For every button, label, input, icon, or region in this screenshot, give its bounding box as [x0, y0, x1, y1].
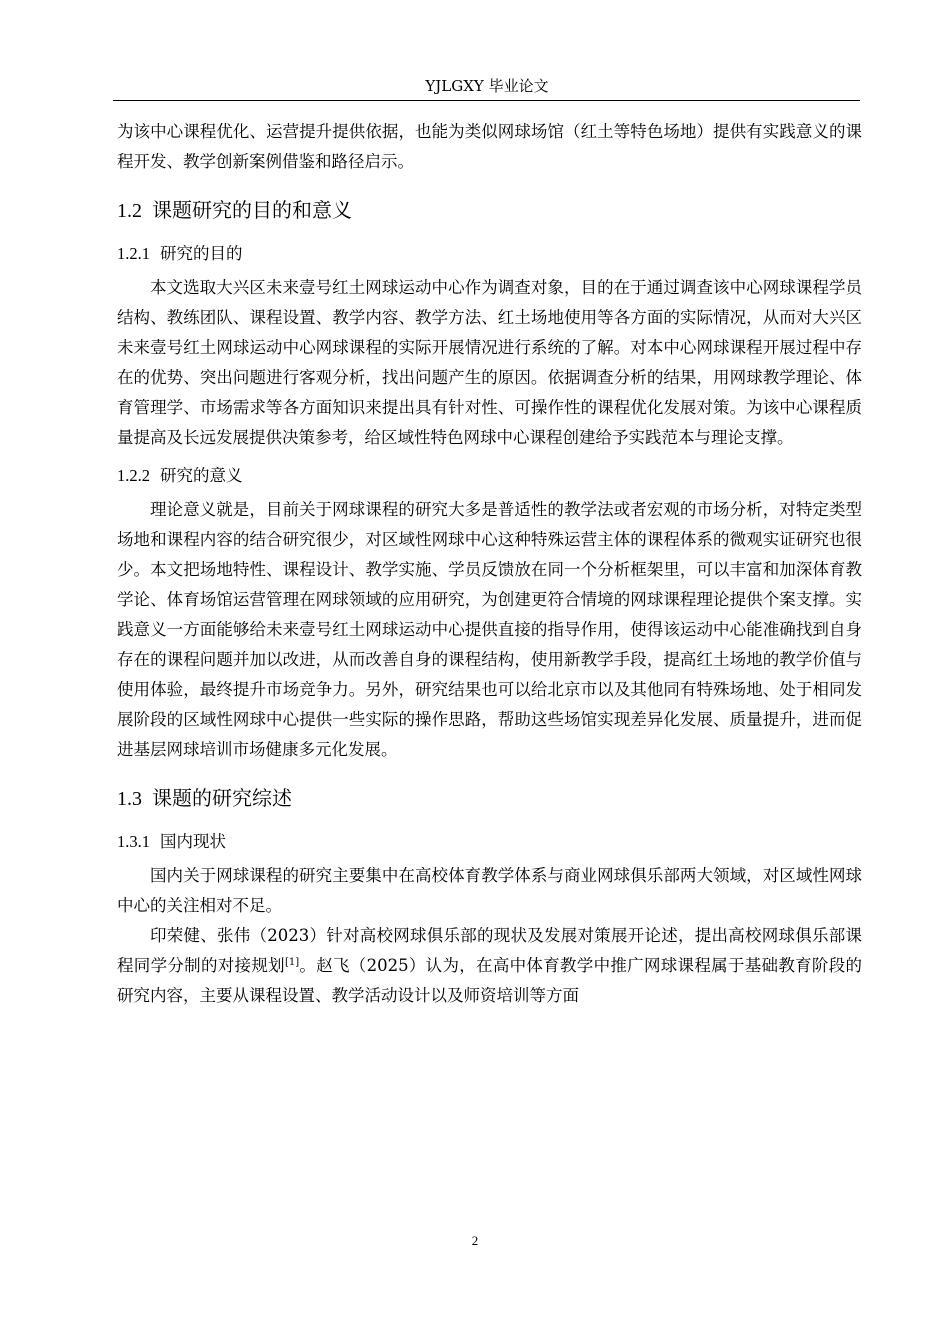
section-number: 1.2.1 [117, 244, 150, 263]
paragraph-text: 印荣健、张伟（2023）针对高校网球俱乐部的现状及发展对策展开论述，提出高校网球俱乐部课程同学分制的对接规划 [117, 926, 862, 975]
paragraph-research-significance: 理论意义就是，目前关于网球课程的研究大多是普适性的教学法或者宏观的市场分析，对特定类型场地和课程内容的结合研究很少，对区域性网球中心这种特殊运营主体的课程体系的微观实证研究也很少。本文把场地特性、课程设计、教学实施、学员反馈放在同一个分析框架里，可以丰富和加深体育教学论、体育场馆运营管理在网球领域的应用研究，为创建更符合情境的网球课程理论提供个案支撑。实践意义一方面能够给未来壹号红土网球运动中心提供直接的指导作用，使得该运动中心能准确找到自身存在的课程问题并加以改进，从而改善自身的课程结构，使用新教学手段，提高红土场地的教学价值与使用体验，最终提升市场竞争力。另外，研究结果也可以给北京市以及其他同有特殊场地、处于相同发展阶段的区域性网球中心提供一些实际的操作思路，帮助这些场馆实现差异化发展、质量提升，进而促进基层网球培训市场健康多元化发展。 [117, 500, 862, 759]
section-title: 课题的研究综述 [152, 786, 292, 810]
page-number: 2 [471, 1233, 479, 1248]
section-number: 1.2 [117, 200, 142, 222]
section-number: 1.2.2 [117, 466, 150, 485]
paragraph-domestic-overview: 国内关于网球课程的研究主要集中在高校体育教学体系与商业网球俱乐部两大领域，对区域性网球中心的关注相对不足。 [117, 866, 862, 915]
paragraph-research-purpose: 本文选取大兴区未来壹号红土网球运动中心作为调查对象，目的在于通过调查该中心网球课程学员结构、教练团队、课程设置、教学内容、教学方法、红土场地使用等各方面的实际情况，从而对大兴区未来壹号红土网球运动中心网球课程的实际开展情况进行系统的了解。对本中心网球课程开展过程中存在的优势、突出问题进行客观分析，找出问题产生的原因。依据调查分析的结果，用网球教学理论、体育管理学、市场需求等各方面知识来提出具有针对性、可操作性的课程优化发展对策。为该中心课程质量提高及长远发展提供决策参考，给区域性特色网球中心课程创建给予实践范本与理论支撑。 [117, 278, 862, 447]
header-divider [113, 100, 860, 101]
section-title: 课题研究的目的和意义 [152, 198, 352, 222]
paragraph-text: 。赵飞（2025）认为，在高中体育教学中推广网球课程属于基础教育阶段的研究内容，主要从课程设置、教学活动设计以及师资培训等方面 [117, 956, 862, 1005]
section-heading-1-3-1 [117, 830, 862, 854]
section-heading-1-3 [117, 784, 862, 813]
section-number: 1.3 [117, 788, 142, 810]
section-number: 1.3.1 [117, 832, 150, 851]
section-title: 国内现状 [160, 832, 226, 851]
section-title: 研究的意义 [160, 466, 243, 485]
paragraph-intro-continuation: 为该中心课程优化、运营提升提供依据，也能为类似网球场馆（红土等特色场地）提供有实践意义的课程开发、教学创新案例借鉴和路径启示。 [117, 122, 862, 171]
page-header: YJLGXY 毕业论文 [425, 77, 549, 95]
section-heading-1-2-1 [117, 242, 862, 266]
section-title: 研究的目的 [160, 244, 243, 263]
paragraph-literature-review [117, 921, 862, 1011]
section-heading-1-2 [117, 196, 862, 225]
section-heading-1-2-2 [117, 464, 862, 488]
page-body [117, 117, 862, 1011]
citation-reference: [1] [284, 957, 300, 968]
